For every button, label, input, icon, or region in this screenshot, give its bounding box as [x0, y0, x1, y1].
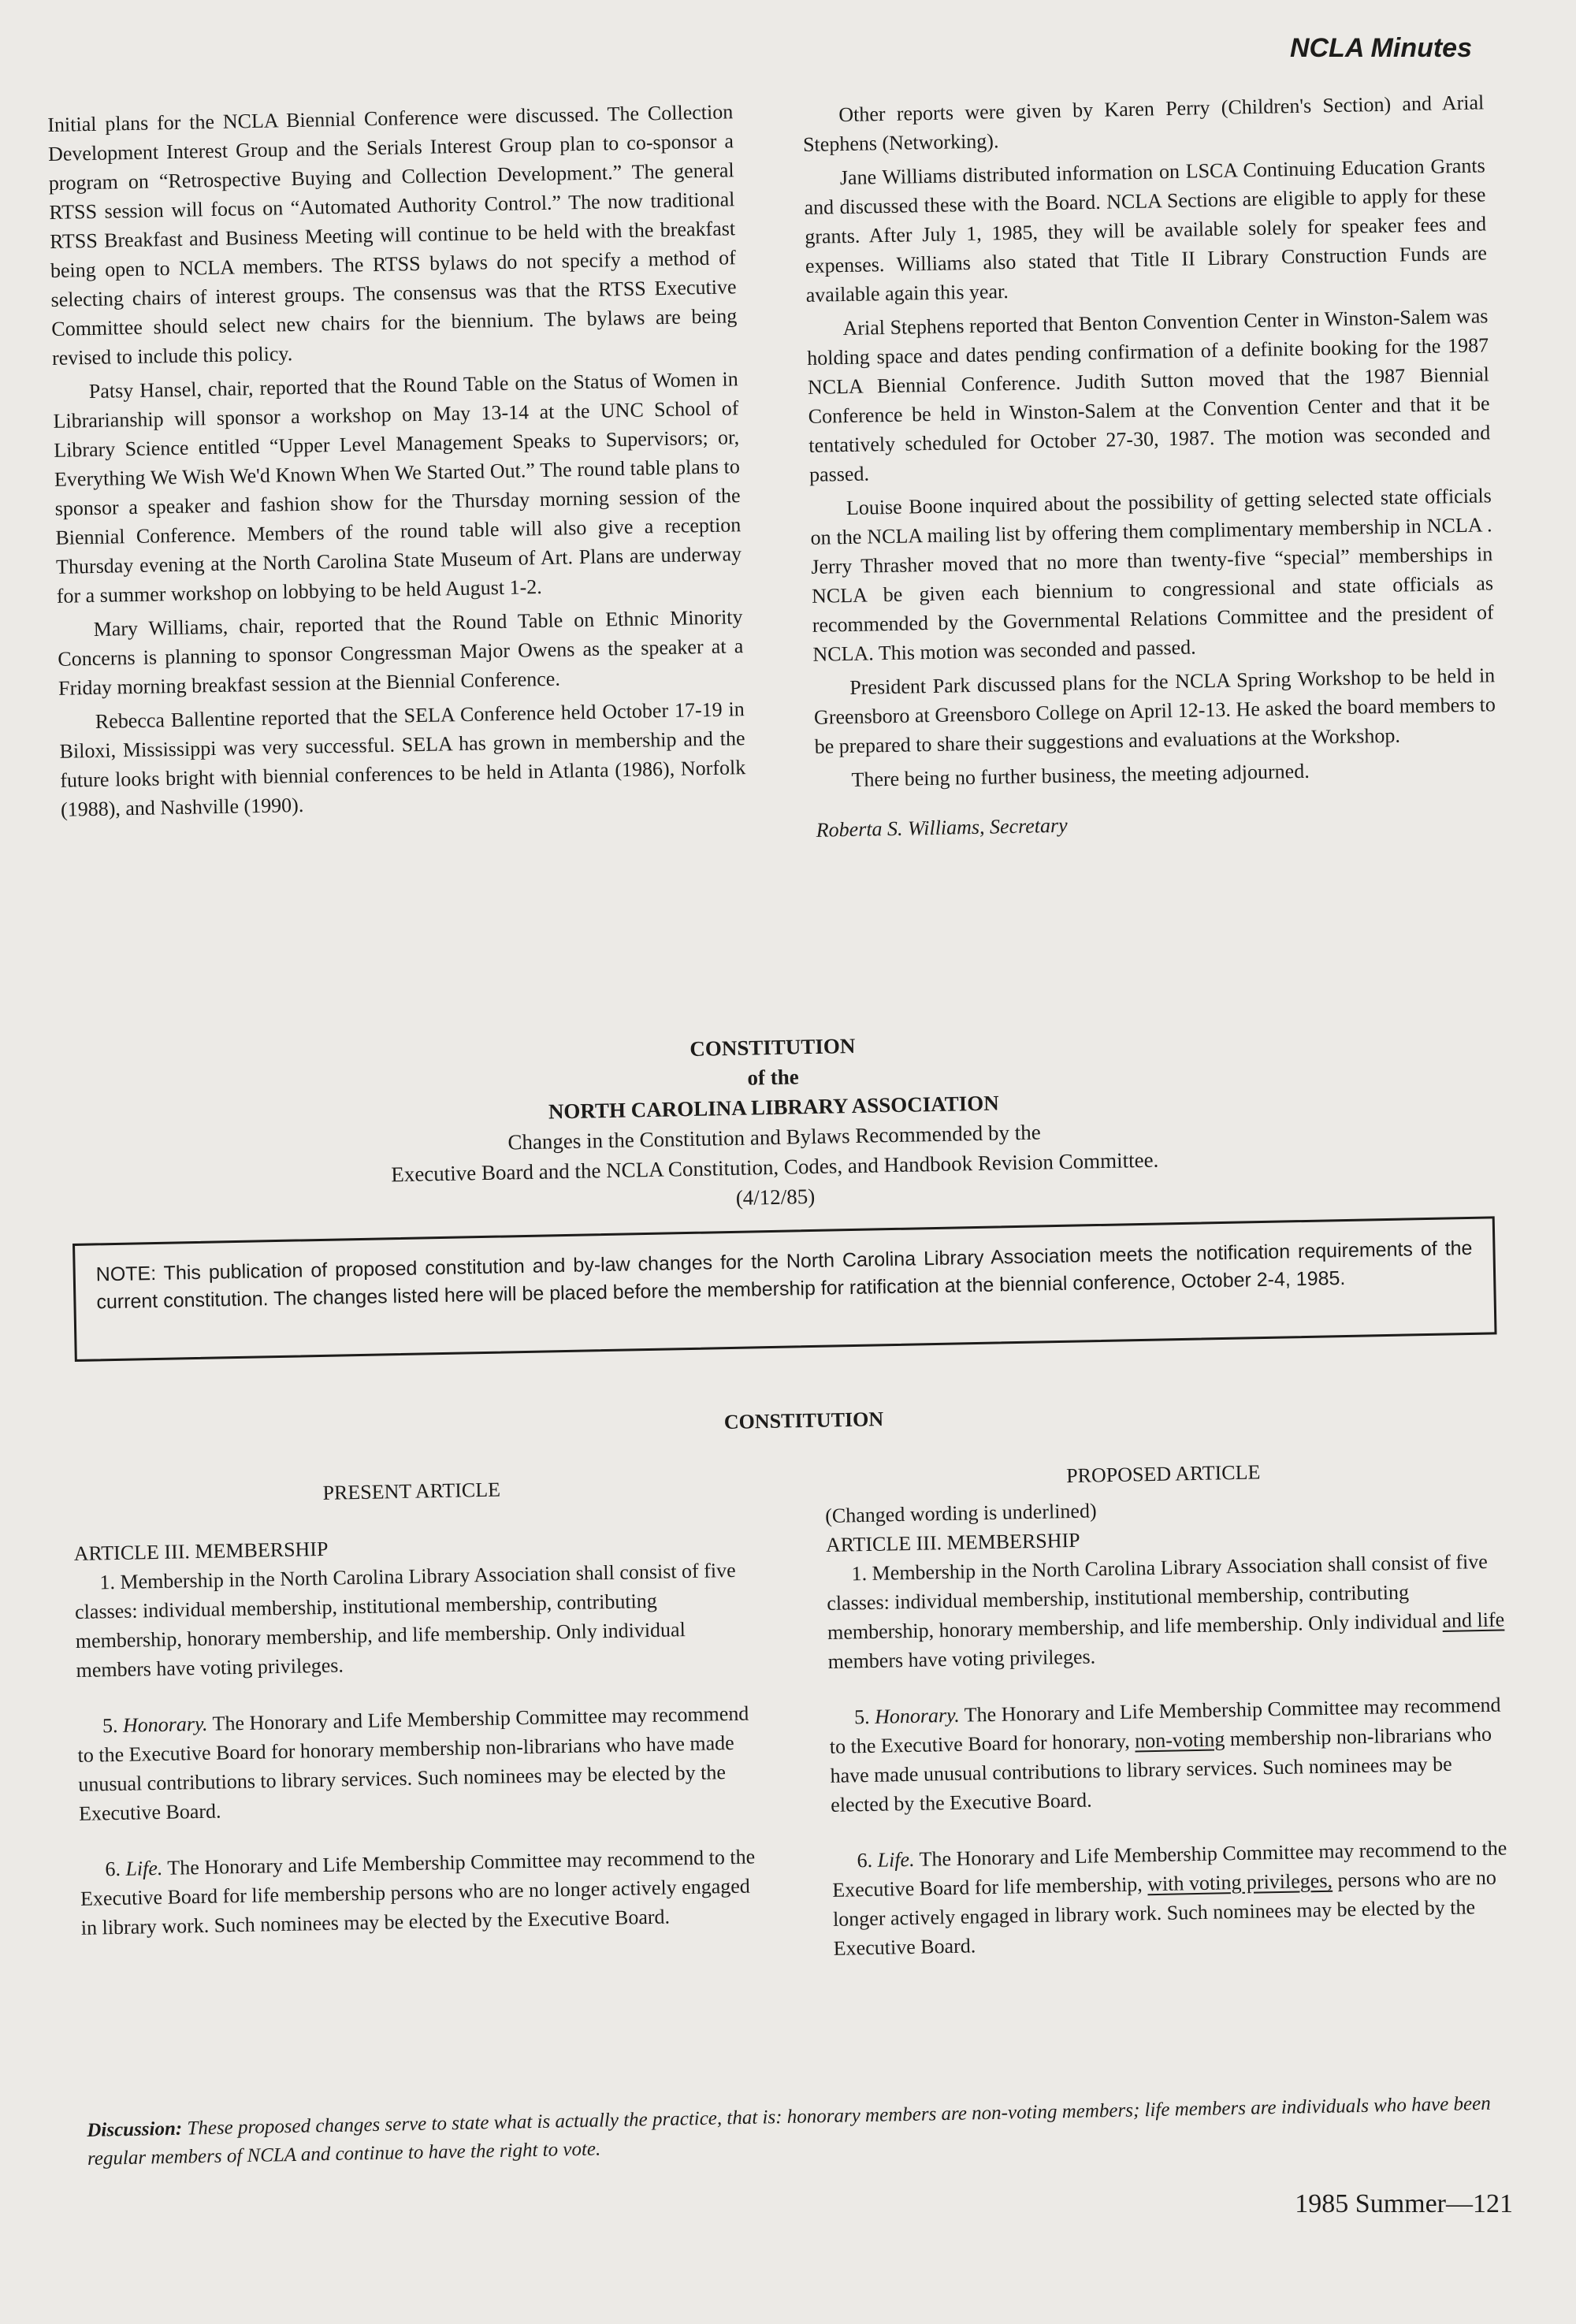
constitution-subtitle-2: Executive Board and the NCLA Constitution, Codes, and Handbook Revision Committee. — [391, 1147, 1159, 1187]
item-text: 1. Membership in the North Carolina Library Association shall consist of five classes: individual membership, institutional membership, contributing membership, honorary membership, and life membership. Only individual — [827, 1549, 1489, 1644]
right-column — [802, 87, 1498, 844]
minutes-paragraph: Rebecca Ballentine reported that the SELA Conference held October 17-19 in Biloxi, Mississippi was very successful. SELA has grown in membership and the future looks bright with biennial conferences to be held in Atlanta (1986), Norfolk (1988), and Nashville (1990). — [59, 697, 746, 821]
underlined-change: non-voting — [1134, 1727, 1225, 1753]
item-number: 6. — [105, 1857, 121, 1881]
secretary-signature: Roberta S. Williams, Secretary — [816, 813, 1068, 842]
item-number: 5. — [102, 1713, 118, 1738]
item-label: Honorary. — [122, 1712, 208, 1737]
note-box: NOTE: This publication of proposed constitution and by-law changes for the North Carolina Library Association meets the notification requirements of the current constitution. The changes listed here will be placed before the membership for ratification at the biennial conference, October 2-4, 1985. — [72, 1216, 1497, 1362]
discussion-label: Discussion: — [87, 2118, 183, 2141]
proposed-article-column — [824, 1452, 1512, 1989]
minutes-paragraph: Other reports were given by Karen Perry (Children's Section) and Arial Stephens (Networking). — [802, 91, 1485, 156]
minutes-paragraph: Arial Stephens reported that Benton Convention Center in Winston-Salem was holding space and dates pending confirmation of a definite booking for the 1987 NCLA Biennial Conference. Judith Sutton moved that the 1987 Biennial Conference be held in Winston-Salem at the Convention Center and that it be tentatively scheduled for October 27-30, 1987. The motion was seconded and passed. — [806, 304, 1491, 486]
item-text: The Honorary and Life Membership Committee may recommend to the Executive Board for honorary, — [829, 1693, 1501, 1758]
present-article-title: PRESENT ARTICLE — [322, 1478, 501, 1504]
minutes-paragraph: There being no further business, the meeting adjourned. — [851, 759, 1310, 791]
minutes-paragraph: President Park discussed plans for the NCLA Spring Workshop to be held in Greensboro at Greensboro College on April 12-13. He asked the board members to be prepared to share their suggestions and evaluations at the Workshop. — [813, 664, 1496, 758]
item-text: The Honorary and Life Membership Committee may recommend to the Executive Board for honorary membership non-librarians who have made unusual contributions to library services. Such nominees may be elected by the Executive Board. — [77, 1701, 749, 1825]
constitution-date: (4/12/85) — [735, 1184, 816, 1210]
minutes-paragraph: Jane Williams distributed information on LSCA Continuing Education Grants and discussed these with the Board. NCLA Sections are eligible to apply for these grants. After July 1, 1985, they will be available solely for speaker fees and expenses. Williams also stated that Title II Library Construction Funds are available again this year. — [804, 154, 1488, 307]
minutes-paragraph: Patsy Hansel, chair, reported that the Round Table on the Status of Women in Librarianship will sponsor a workshop on May 13-14 at the UNC School of Library Science entitled “Upper Level Management Speaks to Supervisors; or, Everything We Wish We'd Known When We Started Out.” The round table plans to sponsor a speaker and fashion show for the Thursday morning session of the Biennial Conference. Members of the round table will also give a reception Thursday evening at the North Carolina State Museum of Art. Plans are underway for a summer workshop on lobbying to be held August 1-2. — [53, 367, 742, 608]
running-head: NCLA Minutes — [1289, 33, 1472, 63]
item-text: The Honorary and Life Membership Committee may recommend to the Executive Board for life membership, — [832, 1836, 1507, 1902]
item-number: 6. — [857, 1848, 873, 1872]
left-column — [47, 97, 746, 829]
item-label: Honorary. — [874, 1703, 961, 1728]
minutes-paragraph: Initial plans for the NCLA Biennial Conference were discussed. The Collection Development Interest Group and the Serials Interest Group plan to co-sponsor a program on “Retrospective Buying and Collection Development.” The general RTSS session will focus on “Automated Authority Control.” The now traditional RTSS Breakfast and Business Meeting will continue to be held with the breakfast being open to NCLA members. The RTSS bylaws do not specify a method of selecting chairs of interest groups. The consensus was that the RTSS Executive Committee should select new chairs for the biennium. The bylaws are being revised to include this policy. — [47, 100, 738, 370]
discussion-text: These proposed changes serve to state what is actually the practice, that is: honorary members are non-voting members; life members are individuals who have been regular members of NCLA and continue to have the right to vote. — [87, 2092, 1491, 2170]
proposed-article-heading: ARTICLE III. MEMBERSHIP — [825, 1528, 1080, 1556]
item-label: Life. — [877, 1847, 915, 1872]
constitution-title: CONSTITUTION — [690, 1033, 856, 1062]
constitution-of-the: of the — [747, 1065, 799, 1090]
underlined-change: with voting privileges, — [1147, 1868, 1333, 1896]
minutes-paragraph: Mary Williams, chair, reported that the Round Table on Ethnic Minority Concerns is planning to sponsor Congressman Major Owens as the speaker at a Friday morning breakfast session at the Biennial Conference. — [58, 605, 744, 700]
proposed-article-note: (Changed wording is underlined) — [824, 1499, 1097, 1527]
present-item-1: 1. Membership in the North Carolina Library Association shall consist of five classes: individual membership, institutional membership, contributing membership, honorary membership, and life membership. Only individual members have voting privileges. — [74, 1558, 736, 1682]
present-article-heading: ARTICLE III. MEMBERSHIP — [73, 1537, 329, 1565]
proposed-article-title: PROPOSED ARTICLE — [1065, 1460, 1261, 1488]
proposed-item-1 — [826, 1546, 1506, 1675]
item-label: Life. — [125, 1856, 163, 1880]
item-text: persons who are no longer actively engaged in library work. Such nominees may be elected by the Executive Board. — [832, 1865, 1497, 1960]
constitution-heading — [221, 1022, 1327, 1223]
discussion-note — [87, 2089, 1522, 2173]
association-name: NORTH CAROLINA LIBRARY ASSOCIATION — [548, 1091, 1000, 1124]
item-text: members have voting privileges. — [827, 1645, 1096, 1673]
page-folio: 1985 Summer—121 — [1295, 2189, 1513, 2218]
present-article-column — [72, 1470, 760, 1969]
present-item-6 — [80, 1842, 759, 1942]
item-number: 5. — [853, 1705, 870, 1729]
minutes-paragraph: Louise Boone inquired about the possibility of getting selected state officials on the NCLA mailing list by offering them complimentary membership in NCLA . Jerry Thrasher moved that no more than twenty-five “special” memberships in NCLA be given each biennium to congressional and state officials as recommended by the Governmental Relations Committee and the president of NCLA. This motion was seconded and passed. — [810, 484, 1494, 666]
proposed-item-6 — [831, 1833, 1511, 1962]
proposed-item-5 — [829, 1690, 1509, 1819]
item-text: membership non-librarians who have made unusual contributions to library services. Such nominees may be elected by the Executive Board. — [830, 1722, 1492, 1816]
underlined-change: and life — [1442, 1608, 1505, 1632]
item-text: The Honorary and Life Membership Committee may recommend to the Executive Board for life membership persons who are no longer actively engaged in library work. Such nominees may be elected by the Executive Board. — [80, 1845, 756, 1939]
constitution-subtitle-1: Changes in the Constitution and Bylaws Recommended by the — [507, 1120, 1041, 1155]
section-heading: CONSTITUTION — [723, 1407, 884, 1433]
present-item-5 — [77, 1698, 757, 1828]
